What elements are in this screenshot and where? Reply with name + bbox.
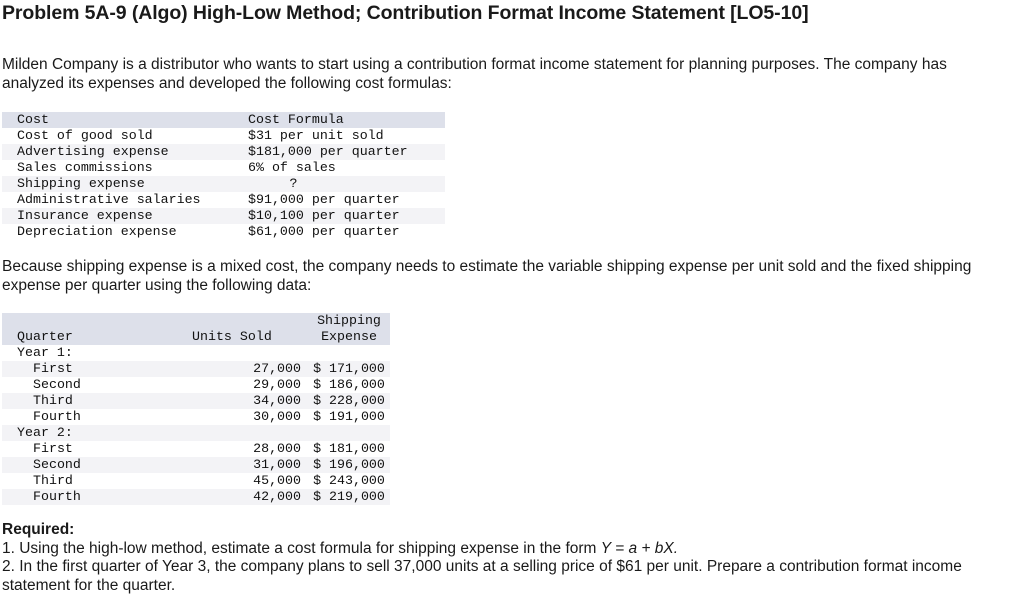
cost-name: Advertising expense (2, 144, 232, 160)
quarter-column-header: Quarter (2, 313, 178, 345)
cost-name: Sales commissions (17, 160, 153, 175)
shipping-paragraph: Because shipping expense is a mixed cost, the company needs to estimate the variable shipping expense per unit sold and the fixed shipping expense per quarter using the following data: (2, 258, 972, 294)
units-sold: 29,000 (253, 377, 301, 392)
units-sold: 45,000 (253, 473, 301, 488)
shipping-expense: $ 243,000 (313, 473, 385, 488)
shipping-expense: $ 186,000 (313, 377, 385, 392)
shipping-expense: $ 228,000 (308, 393, 390, 409)
cost-formula-unknown: ? (232, 176, 445, 192)
cost-formula: $10,100 per quarter (232, 208, 445, 224)
shipping-expense: $ 171,000 (308, 361, 390, 377)
required-heading: Required: (2, 521, 75, 538)
cost-table-header (2, 112, 445, 128)
table-row (2, 377, 390, 393)
table-row (2, 441, 390, 457)
units-sold-column-header: Units Sold (178, 313, 308, 345)
table-row (2, 361, 390, 377)
table-row (2, 457, 390, 473)
cost-row (2, 192, 445, 208)
table-row (2, 393, 390, 409)
cost-formula: $91,000 per quarter (248, 192, 400, 207)
shipping-expense: $ 196,000 (308, 457, 390, 473)
cost-row (2, 160, 445, 176)
shipping-table-header (2, 313, 390, 345)
shipping-expense: $ 181,000 (313, 441, 385, 456)
shipping-data-table (2, 313, 390, 505)
cost-name: Administrative salaries (17, 192, 201, 207)
units-sold: 31,000 (178, 457, 308, 473)
cost-row (2, 144, 445, 160)
cost-name: Depreciation expense (17, 224, 177, 239)
year-label-row (2, 345, 390, 361)
table-row (2, 409, 390, 425)
shipping-expense-column-header (308, 313, 390, 345)
shipping-expense: $ 219,000 (308, 489, 390, 505)
shipping-expense: $ 191,000 (313, 409, 385, 424)
year-label: Year 1: (17, 345, 73, 360)
cost-formula: $181,000 per quarter (232, 144, 445, 160)
cost-formula-column-header: Cost Formula (232, 112, 445, 128)
quarter-name: Second (2, 457, 178, 473)
intro-paragraph: Milden Company is a distributor who wants to start using a contribution format income statement for planning purposes. The company has analyzed its expenses and developed the following cost formulas: (2, 56, 947, 92)
units-sold: 27,000 (178, 361, 308, 377)
cost-row (2, 176, 445, 192)
units-sold: 28,000 (253, 441, 301, 456)
quarter-name: Third (2, 393, 178, 409)
quarter-name: Fourth (2, 489, 178, 505)
quarter-name: Second (33, 377, 81, 392)
cost-name: Cost of good sold (17, 128, 153, 143)
shipping-expense-header-line2: Expense (321, 329, 377, 344)
table-row (2, 473, 390, 489)
required-section (2, 521, 1017, 595)
cost-row (2, 224, 445, 240)
cost-name: Insurance expense (2, 208, 232, 224)
required-item-1 (2, 540, 1017, 559)
table-row (2, 489, 390, 505)
quarter-name: Third (33, 473, 73, 488)
problem-title: Problem 5A-9 (Algo) High-Low Method; Contribution Format Income Statement [LO5-10] (2, 2, 809, 24)
cost-name: Shipping expense (2, 176, 232, 192)
required-item-2: 2. In the first quarter of Year 3, the company plans to sell 37,000 units at a selling price of $61 per unit. Prepare a contribution format income statement for the quarter. (2, 558, 962, 594)
cost-formula-table (2, 112, 445, 240)
quarter-name: First (2, 361, 178, 377)
cost-formula: $61,000 per quarter (248, 224, 400, 239)
shipping-expense-header-line1: Shipping (317, 313, 381, 328)
cost-row (2, 208, 445, 224)
cost-column-header: Cost (2, 112, 232, 128)
cost-formula: $31 per unit sold (248, 128, 384, 143)
cost-formula-form: Y = a + bX. (600, 539, 679, 557)
quarter-name: Fourth (33, 409, 81, 424)
cost-row (2, 128, 445, 144)
quarter-name: First (33, 441, 73, 456)
units-sold: 42,000 (178, 489, 308, 505)
units-sold: 30,000 (253, 409, 301, 424)
cost-formula: 6% of sales (248, 160, 336, 175)
year-label-row (2, 425, 390, 441)
year-label: Year 2: (2, 425, 178, 441)
units-sold: 34,000 (178, 393, 308, 409)
required-item-1-text: 1. Using the high-low method, estimate a cost formula for shipping expense in the form (2, 539, 601, 557)
